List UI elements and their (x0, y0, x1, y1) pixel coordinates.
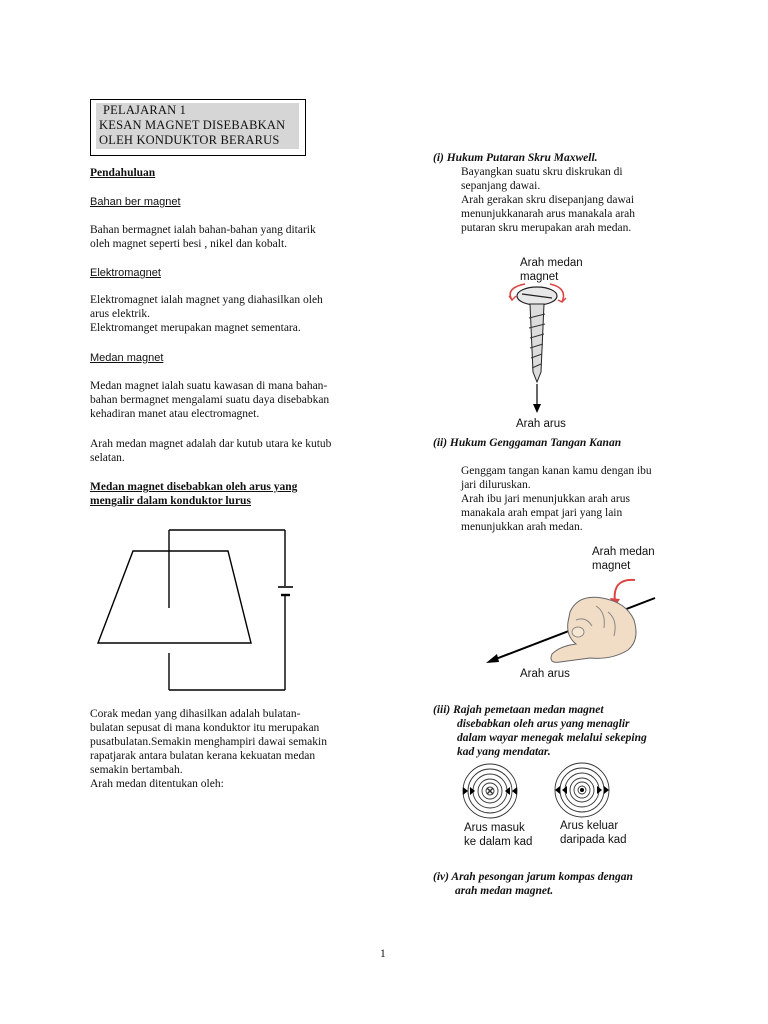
label-arus-masuk: Arus masuk ke dalam kad (464, 822, 533, 848)
elektromagnet-paragraph: Elektromagnet ialah magnet yang diahasilkan oleh arus elektrik. Elektromanget merupakan magnet sementara. (90, 294, 323, 334)
maxwell-paragraph: Bayangkan suatu skru diskrukan di sepanjang dawai. Arah gerakan skru disepanjang dawai menunjukkanarah arus manakala arah putaran skru merupakan arah medan. (461, 166, 636, 234)
heading-elektromagnet: Elektromagnet (90, 267, 161, 279)
screw-label-medan: Arah medan magnet (520, 257, 583, 283)
hand-label-medan: Arah medan magnet (592, 546, 655, 572)
genggaman-paragraph: Genggam tangan kanan kamu dengan ibu jari diluruskan. Arah ibu jari menunjukkan arah arus manakala arah empat jari yang lain menunjukkan arah medan. (461, 465, 652, 533)
corak-paragraph: Corak medan yang dihasilkan adalah bulatan- bulatan sepusat di mana konduktor itu merupakan pusatbulatan.Semakin menghampiri dawai semakin rapatjarak antara bulatan kerana kekuatan medan semakin bertambah. Arah medan ditentukan oleh: (90, 708, 327, 790)
heading-pendahuluan: Pendahuluan (90, 167, 156, 179)
heading-medan-magnet: Medan magnet (90, 352, 164, 364)
heading-konduktor-lurus: Medan magnet disebabkan oleh arus yang mengalir dalam konduktor lurus (90, 481, 298, 507)
heading-genggaman: (ii) Hukum Genggaman Tangan Kanan (433, 437, 622, 449)
heading-rajah-pemetaan: (iii) Rajah pemetaan medan magnet disebabkan oleh arus yang menaglir dalam wayar menegak melalui sekeping kad yang mendatar. (433, 704, 647, 758)
screw-label-arus: Arah arus (516, 418, 566, 430)
title-line-3: OLEH KONDUKTOR BERARUS (99, 133, 280, 147)
label-arus-keluar: Arus keluar daripada kad (560, 820, 627, 846)
hand-label-arus: Arah arus (520, 668, 570, 680)
heading-pesongan-kompas: (iv) Arah pesongan jarum kompas dengan arah medan magnet. (433, 871, 633, 897)
heading-maxwell: (i) Hukum Putaran Skru Maxwell. (433, 152, 598, 164)
arah-medan-paragraph: Arah medan magnet adalah dar kutub utara ke kutub selatan. (90, 438, 332, 464)
bahan-paragraph: Bahan bermagnet ialah bahan-bahan yang ditarik oleh magnet seperti besi , nikel dan kobalt. (90, 224, 316, 250)
title-line-2: KESAN MAGNET DISEBABKAN (99, 118, 286, 132)
medan-paragraph: Medan magnet ialah suatu kawasan di mana bahan- bahan bermagnet mengalami suatu daya disebabkan kehadiran manet atau electromagnet. (90, 380, 330, 420)
title-line-1: PELAJARAN 1 (103, 103, 187, 117)
dot-symbol (580, 788, 584, 792)
heading-bahan-bermagnet: Bahan ber magnet (90, 196, 181, 208)
page-number: 1 (380, 948, 386, 960)
